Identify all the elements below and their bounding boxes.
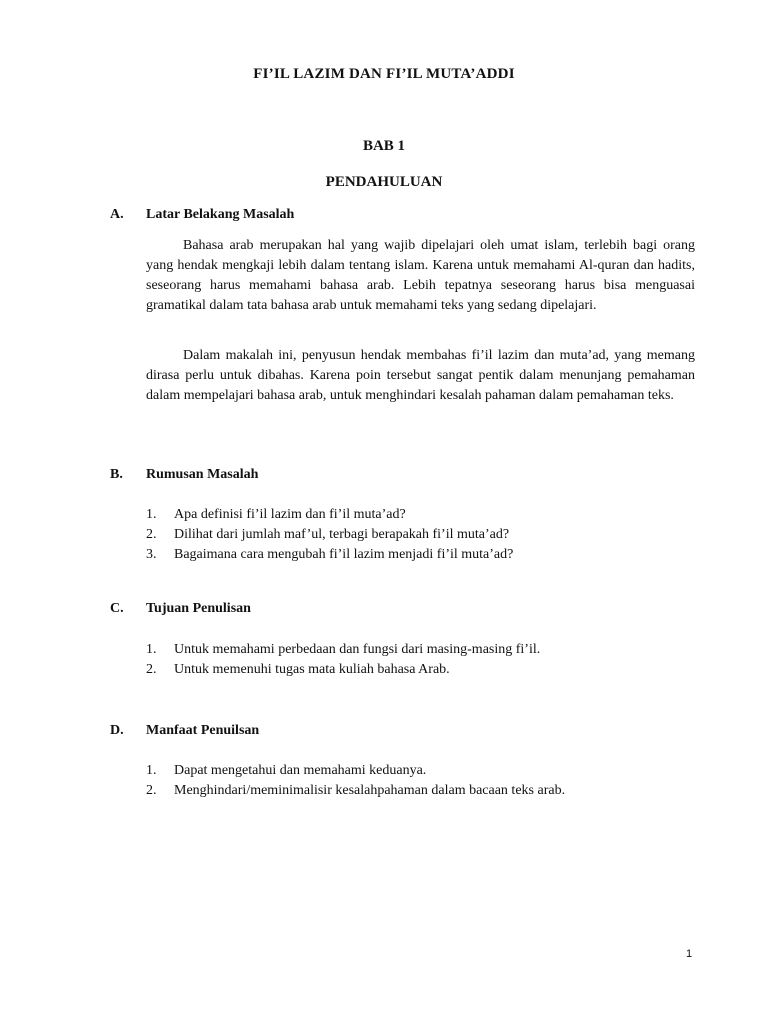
section-c-title: Tujuan Penulisan — [146, 601, 251, 616]
list-item-number: 1. — [146, 642, 157, 657]
section-d-heading — [110, 723, 259, 739]
section-d-letter: D. — [110, 723, 124, 738]
section-c-list — [146, 640, 706, 680]
section-d-list — [146, 761, 706, 801]
list-item-text: Bagaimana cara mengubah fi’il lazim menjadi fi’il muta’ad? — [174, 547, 514, 562]
list-item — [146, 781, 706, 801]
list-item-number: 2. — [146, 783, 157, 798]
list-item — [146, 505, 706, 525]
section-a-letter: A. — [110, 207, 124, 222]
section-c-letter: C. — [110, 601, 124, 616]
section-b-heading — [110, 467, 258, 483]
section-d-title: Manfaat Penuilsan — [146, 723, 260, 738]
list-item-text: Menghindari/meminimalisir kesalahpahaman dalam bacaan teks arab. — [174, 783, 566, 798]
list-item — [146, 640, 706, 660]
document-title: FI’IL LAZIM DAN FI’IL MUTA’ADDI — [253, 66, 515, 82]
list-item-text: Dapat mengetahui dan memahami keduanya. — [174, 763, 427, 778]
list-item — [146, 660, 706, 680]
list-item-number: 2. — [146, 662, 157, 677]
section-a-paragraph-1: Bahasa arab merupakan hal yang wajib dipelajari oleh umat islam, terlebih bagi orang yang hendak mengkaji lebih dalam tentang islam. Karena untuk memahami Al-quran dan hadits, seseorang harus memahami bahasa arab. Lebih tepatnya seseorang harus bisa menguasai gramatikal dalam tata bahasa arab untuk memahami teks yang sedang dipelajari. — [146, 238, 695, 313]
list-item-number: 3. — [146, 547, 157, 562]
section-c-heading — [110, 601, 251, 617]
section-a-heading — [110, 207, 294, 223]
section-b-list — [146, 505, 706, 565]
section-a-title: Latar Belakang Masalah — [146, 207, 295, 222]
list-item — [146, 525, 706, 545]
list-item-text: Apa definisi fi’il lazim dan fi’il muta’ad? — [174, 507, 406, 522]
list-item-number: 1. — [146, 507, 157, 522]
section-b-title: Rumusan Masalah — [146, 467, 259, 482]
chapter-title: PENDAHULUAN — [325, 174, 443, 190]
section-b-letter: B. — [110, 467, 123, 482]
chapter-number: BAB 1 — [362, 138, 406, 154]
list-item-number: 1. — [146, 763, 157, 778]
list-item-text: Dilihat dari jumlah maf’ul, terbagi berapakah fi’il muta’ad? — [174, 527, 510, 542]
section-a-paragraph-2: Dalam makalah ini, penyusun hendak membahas fi’il lazim dan muta’ad, yang memang dirasa perlu untuk dibahas. Karena poin tersebut sangat pentik dalam menunjang pemahaman dalam mempelajari bahasa arab, untuk menghindari kesalah pahaman dalam pemahaman teks. — [146, 348, 695, 403]
list-item-number: 2. — [146, 527, 157, 542]
page-number: 1 — [686, 948, 693, 960]
list-item — [146, 761, 706, 781]
list-item — [146, 545, 706, 565]
list-item-text: Untuk memahami perbedaan dan fungsi dari masing-masing fi’il. — [174, 642, 541, 657]
list-item-text: Untuk memenuhi tugas mata kuliah bahasa Arab. — [174, 662, 450, 677]
